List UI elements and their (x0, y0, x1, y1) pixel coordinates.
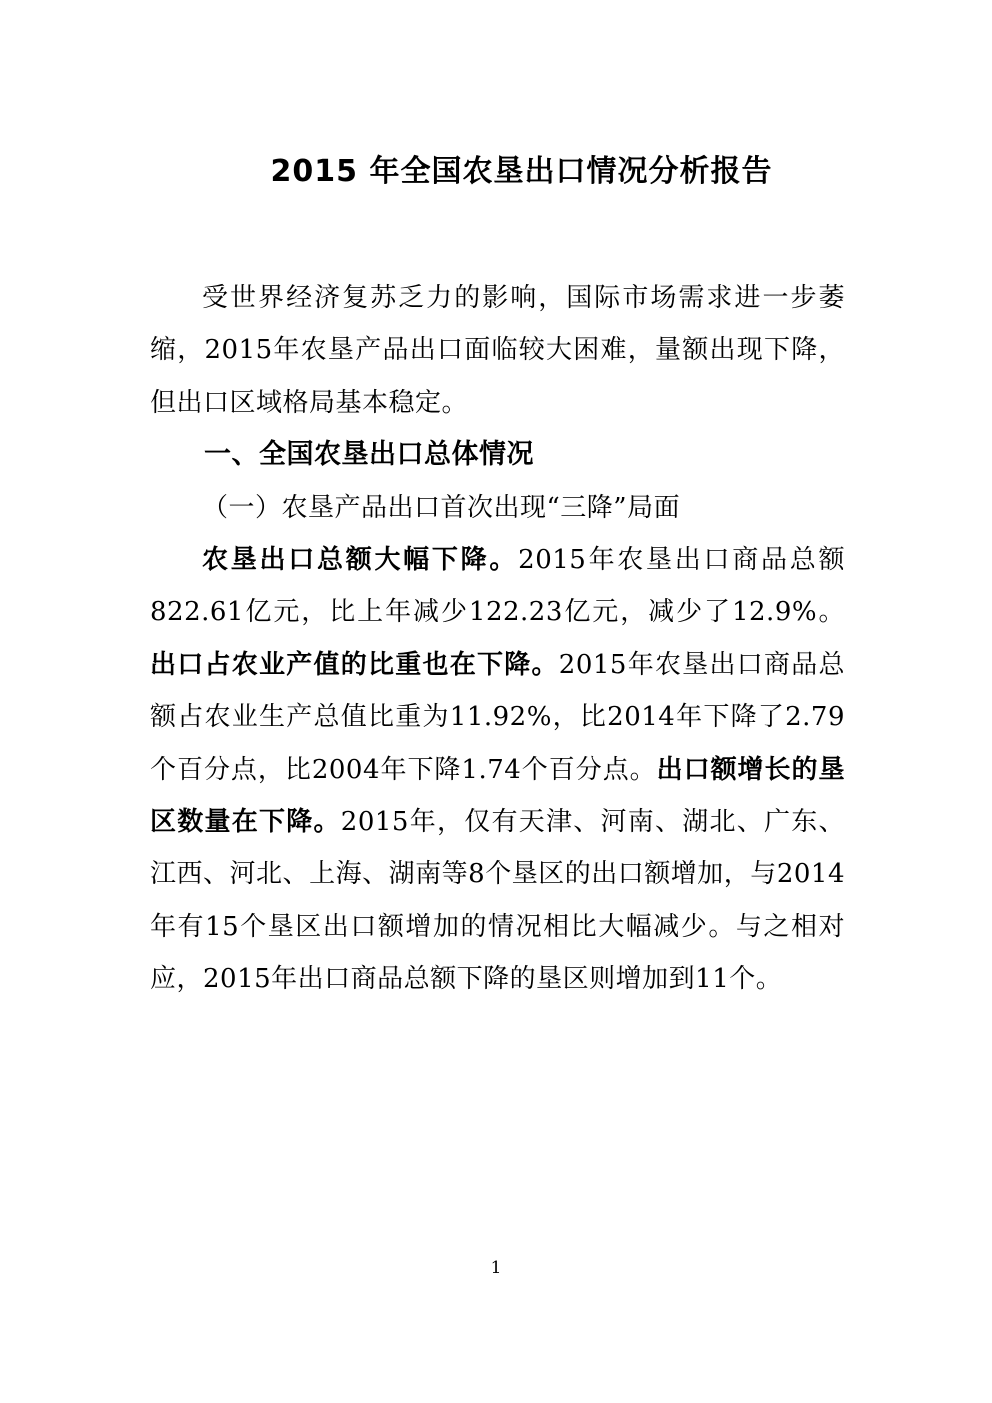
analysis-run-bold-1: 农垦出口总额大幅下降。 (202, 545, 519, 576)
section-heading: 一、全国农垦出口总体情况 (204, 439, 534, 471)
analysis-run-regular-3: 2015年，仅有天津、河南、湖北、广东、江西、河北、上海、湖南等8个垦区的出口额增加，与2014年有15个垦区出口额增加的情况相比大幅减少。与之相对应，2015年出口商品总额下降的垦区则增加到11个。 (150, 807, 845, 995)
analysis-run-regular-2: 2015年农垦出口商品总额占农业生产总值比重为11.92%，比2014年下降了2.79个百分点，比2004年下降1.74个百分点。 (150, 649, 845, 785)
page-number: 1 (490, 1258, 502, 1278)
document-title: 2015 年全国农垦出口情况分析报告 (270, 154, 773, 189)
document-content (150, 0, 845, 1006)
subsection-heading: （一）农垦产品出口首次出现“三降”局面 (202, 492, 681, 523)
analysis-run-bold-2: 出口占农业产值的比重也在下降。 (150, 649, 559, 680)
analysis-paragraph (150, 534, 845, 1006)
analysis-run-bold-3: 出口额增长的垦区数量在下降。 (150, 754, 845, 838)
intro-paragraph: 受世界经济复苏乏力的影响，国际市场需求进一步萎缩，2015年农垦产品出口面临较大困难，量额出现下降，但出口区域格局基本稳定。 (150, 283, 845, 418)
analysis-run-regular-1: 2015年农垦出口商品总额822.61亿元，比上年减少122.23亿元，减少了12.9%。 (150, 545, 845, 628)
